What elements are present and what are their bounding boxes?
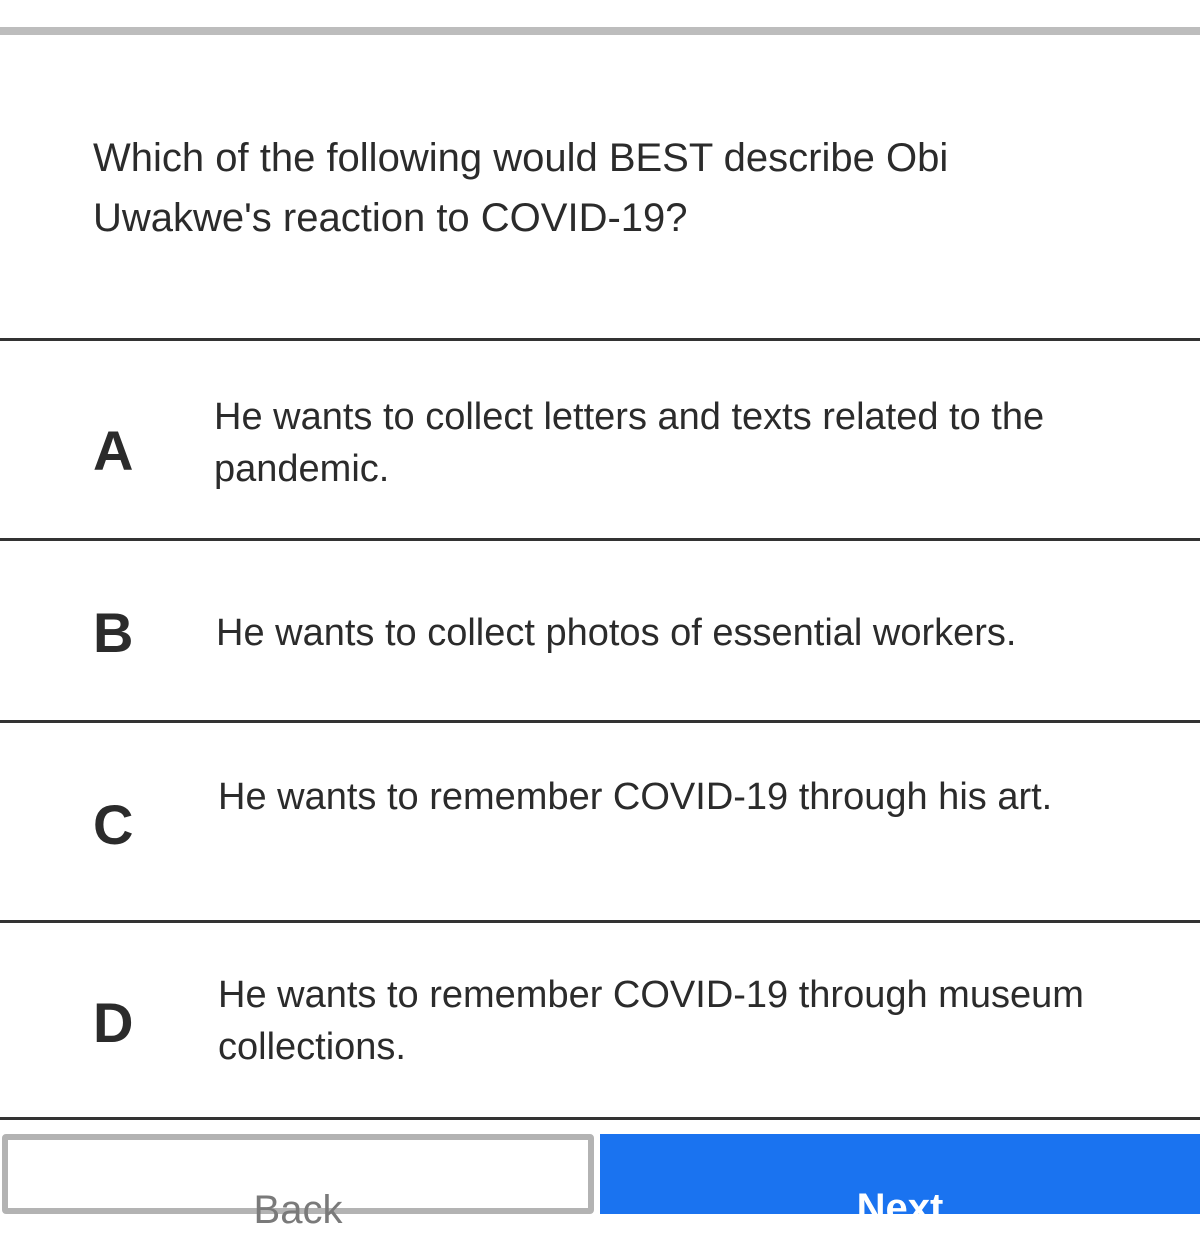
- option-a-letter: A: [93, 419, 134, 482]
- option-b[interactable]: [0, 538, 1200, 720]
- option-d-letter: D: [93, 991, 134, 1054]
- navigation-bar: [0, 1130, 1200, 1232]
- back-button[interactable]: [2, 1134, 594, 1232]
- option-c-text: He wants to remember COVID-19 through his art.: [218, 776, 1053, 818]
- option-c[interactable]: [0, 720, 1200, 920]
- option-c-letter: C: [93, 793, 134, 856]
- next-button[interactable]: [600, 1134, 1200, 1230]
- next-button-label: Next: [856, 1186, 944, 1230]
- back-button-label: Back: [253, 1188, 343, 1232]
- option-b-letter: B: [93, 601, 134, 664]
- option-a-text: He wants to collect letters and texts related to the pandemic.: [214, 396, 1045, 490]
- option-b-text: He wants to collect photos of essential workers.: [216, 612, 1017, 654]
- option-d[interactable]: [0, 920, 1200, 1120]
- option-a[interactable]: [0, 338, 1200, 538]
- question-text: Which of the following would BEST describe Obi Uwakwe's reaction to COVID-19?: [93, 136, 949, 240]
- top-divider: [0, 27, 1200, 35]
- option-d-text: He wants to remember COVID-19 through museum collections.: [218, 974, 1084, 1068]
- answer-options: [0, 338, 1200, 1120]
